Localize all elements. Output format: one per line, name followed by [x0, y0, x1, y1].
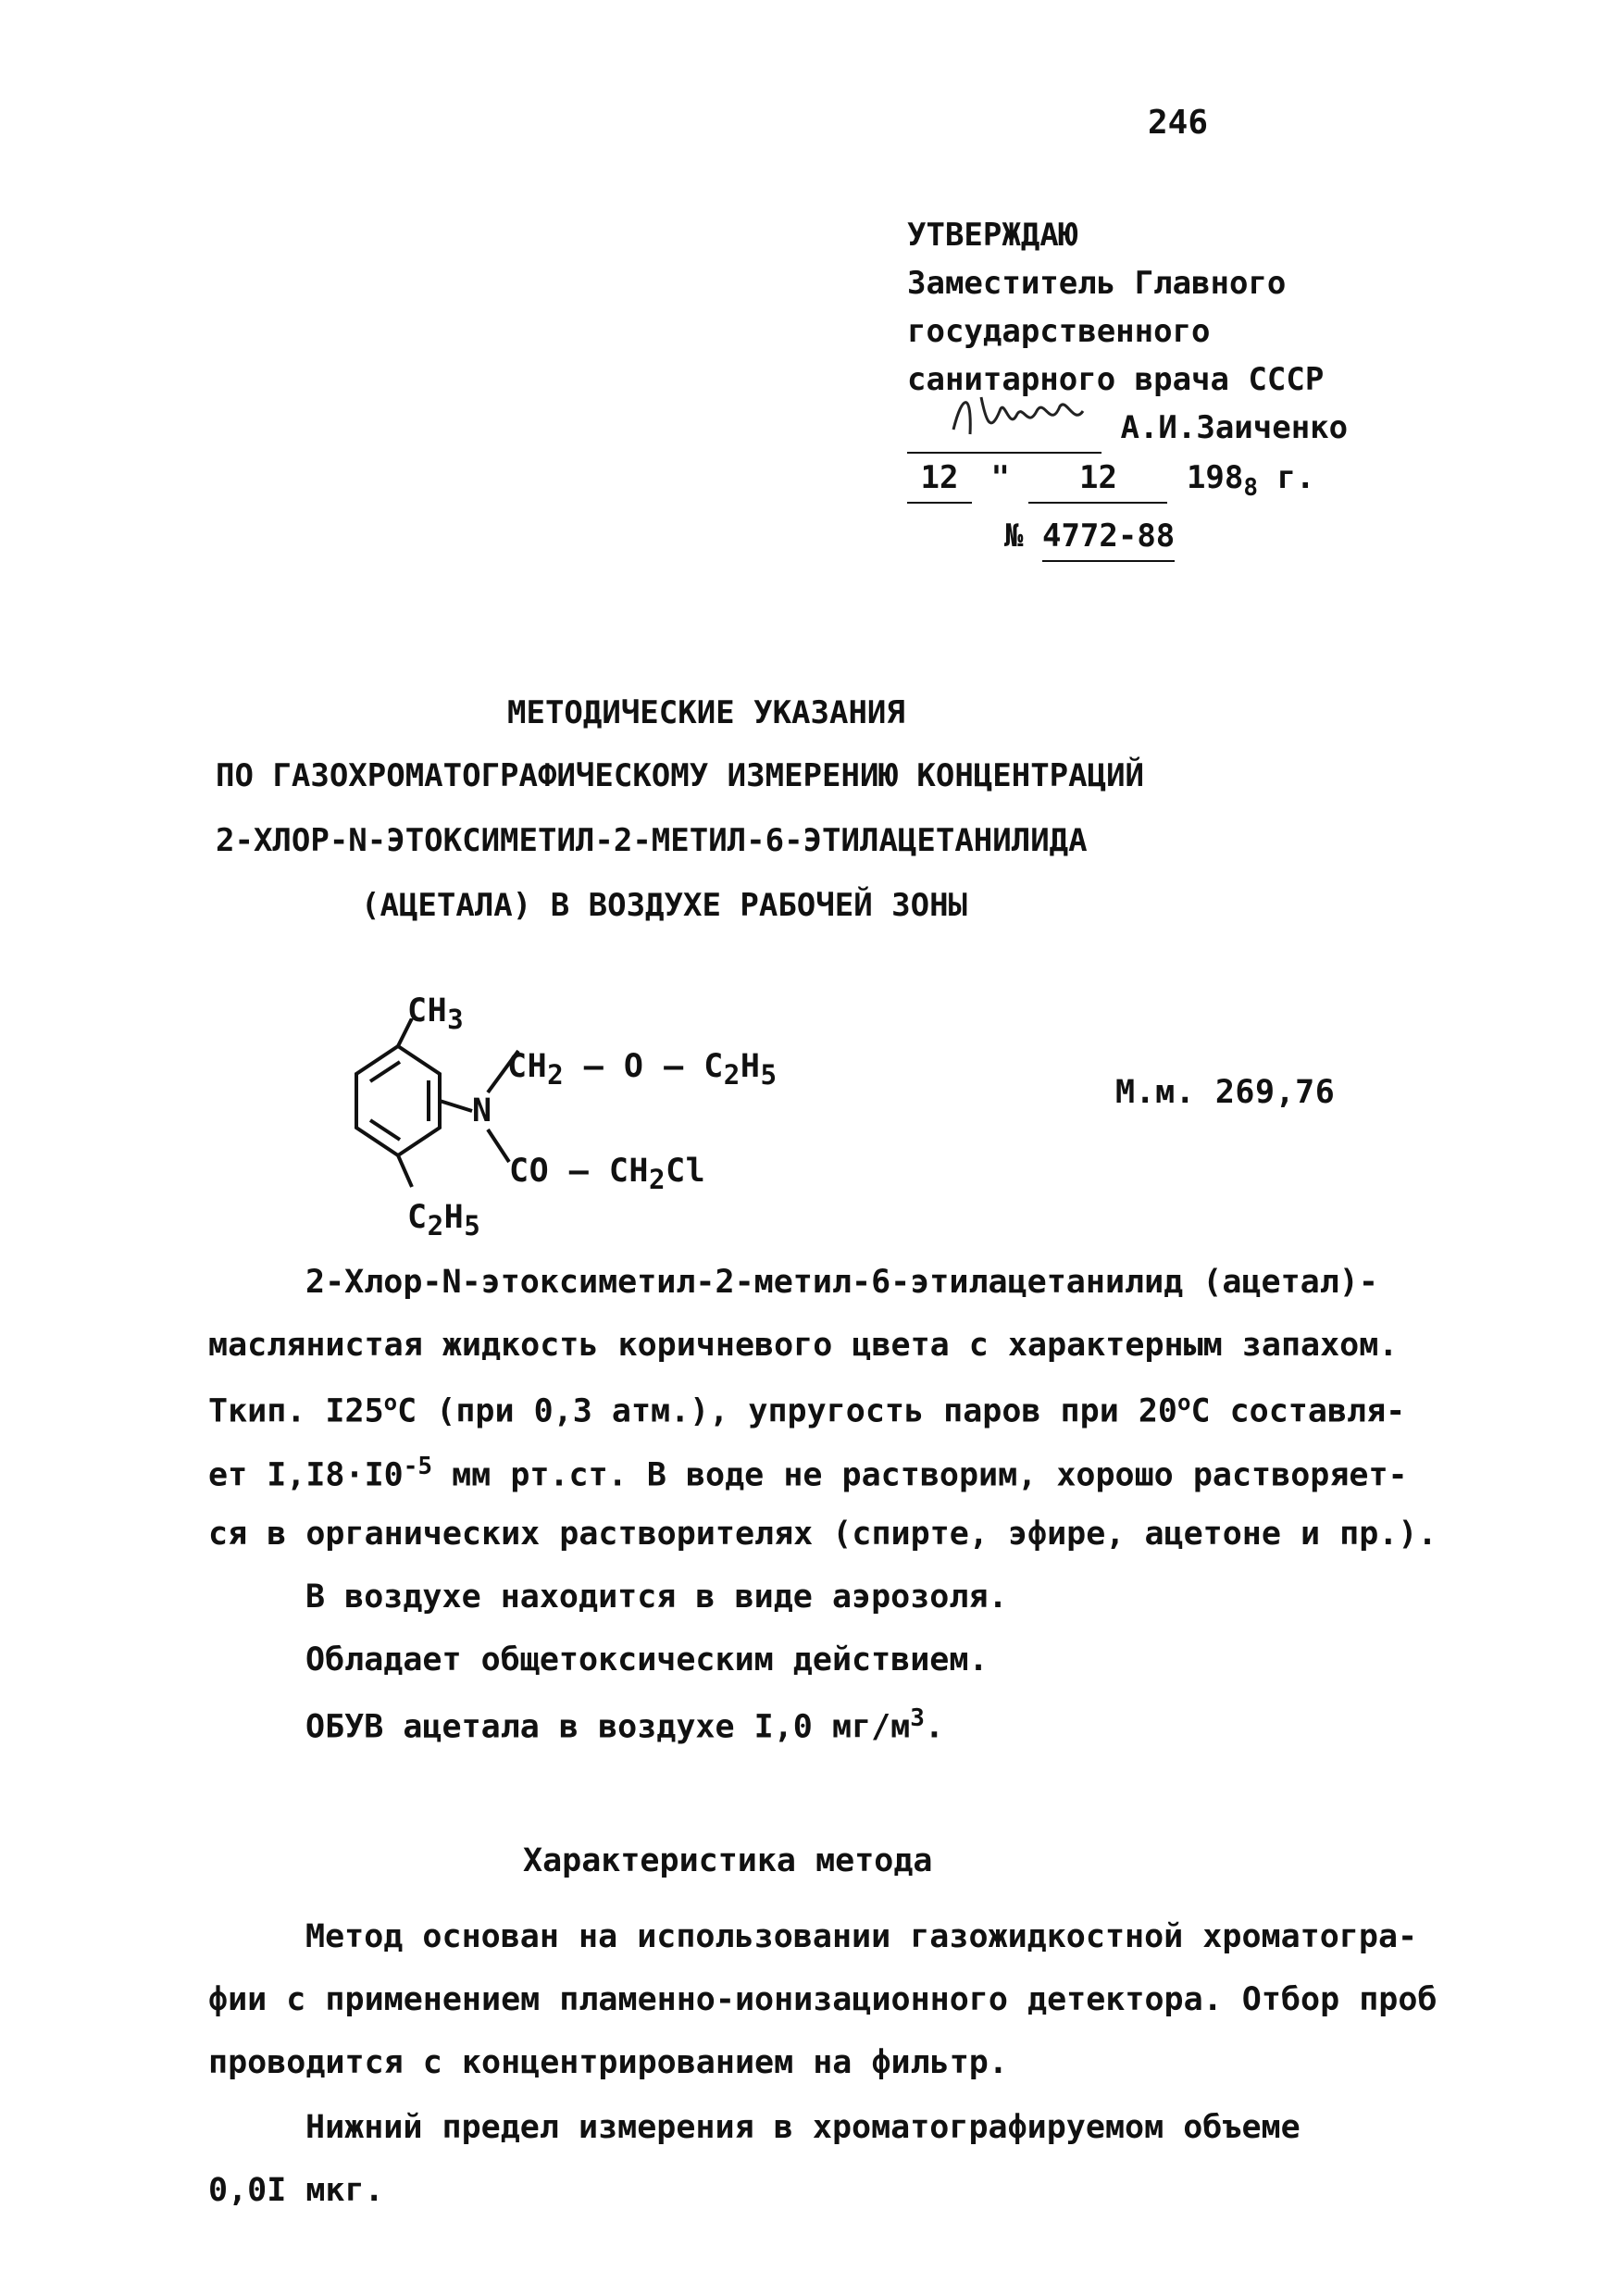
approval-heading: УТВЕРЖДАЮ [907, 217, 1078, 254]
paragraph-1-line-3: Ткип. $I25^оС$ (при 0,3 атм.), упругость паров при $20^оС$ составля- [208, 1390, 1406, 1430]
paragraph-5-line-1: Метод основан на использовании газожидкостной хроматогра- [305, 1918, 1418, 1955]
number-sign: № [1004, 517, 1024, 555]
paragraph-5-line-2: фии с применением пламенно-ионизационного детектора. Отбор проб [208, 1981, 1438, 2018]
approval-block [907, 211, 1348, 562]
ethyl-group: $C_2H_5$ [407, 1199, 481, 1242]
benzene-ring [296, 1018, 481, 1204]
paragraph-6-line-2: 0,0I мкг. [208, 2172, 384, 2209]
title-line-4: (АЦЕТАЛА) В ВОЗДУХЕ РАБОЧЕЙ ЗОНЫ [361, 887, 968, 924]
date-quote: " [990, 459, 1010, 496]
date-year-prefix: 198 [1186, 459, 1244, 496]
approval-position-line1: Заместитель Главного [907, 265, 1287, 302]
paragraph-1-line-1: 2-Хлор-N-этоксиметил-2-метил-6-этилацетанилид (ацетал)- [305, 1264, 1378, 1301]
signature-line [907, 404, 1348, 454]
approval-number [907, 512, 1348, 562]
nitrogen-atom: N [472, 1092, 492, 1129]
date-year-suffix: г. [1258, 459, 1315, 496]
molecular-weight: М.м. 269,76 [1115, 1074, 1336, 1111]
paragraph-5-line-3: проводится с концентрированием на фильтр. [208, 2044, 1008, 2081]
section-heading: Характеристика метода [523, 1842, 933, 1879]
title-line-3: 2-ХЛОР-N-ЭТОКСИМЕТИЛ-2-МЕТИЛ-6-ЭТИЛАЦЕТАНИЛИДА [216, 822, 1088, 859]
paragraph-6-line-1: Нижний предел измерения в хроматографируемом объеме [305, 2109, 1301, 2146]
date-year-digit: 8 [1243, 473, 1259, 502]
approval-date [907, 454, 1348, 512]
signatory-name: А.И.Заиченко [1120, 409, 1349, 446]
title-line-1: МЕТОДИЧЕСКИЕ УКАЗАНИЯ [507, 694, 905, 731]
paragraph-1-line-4: ет $I,I8\cdot I0^{-5}$ мм рт.ст. В воде не растворим, хорошо растворяет- [208, 1453, 1408, 1494]
paragraph-1-line-2: маслянистая жидкость коричневого цвета с характерным запахом. [208, 1327, 1399, 1364]
approval-position-line2: государственного [907, 313, 1211, 350]
page-number: 246 [1148, 104, 1209, 142]
date-day: 12 [907, 454, 972, 504]
approval-doc-number: 4772-88 [1042, 512, 1175, 562]
title-line-2: ПО ГАЗОХРОМАТОГРАФИЧЕСКОМУ ИЗМЕРЕНИЮ КОНЦЕНТРАЦИЙ [216, 757, 1145, 794]
chloroacetyl-group: CO – $CH_2Cl$ [509, 1153, 706, 1195]
approval-position-line3: санитарного врача СССР [907, 361, 1325, 398]
handwritten-signature [944, 383, 1101, 448]
date-month: 12 [1028, 454, 1167, 504]
paragraph-3: Обладает общетоксическим действием. [305, 1641, 989, 1678]
paragraph-1-line-5: ся в органических растворителях (спирте, эфире, ацетоне и пр.). [208, 1516, 1438, 1553]
paragraph-4: ОБУВ ацетала в воздухе I,0 $мг/м^3$. [305, 1704, 944, 1746]
paragraph-2: В воздухе находится в виде аэрозоля. [305, 1578, 1008, 1616]
methyl-group: $CH_3$ [407, 992, 465, 1035]
ethoxymethyl-group: $CH_2$ – O – $C_2H_5$ [507, 1048, 778, 1091]
